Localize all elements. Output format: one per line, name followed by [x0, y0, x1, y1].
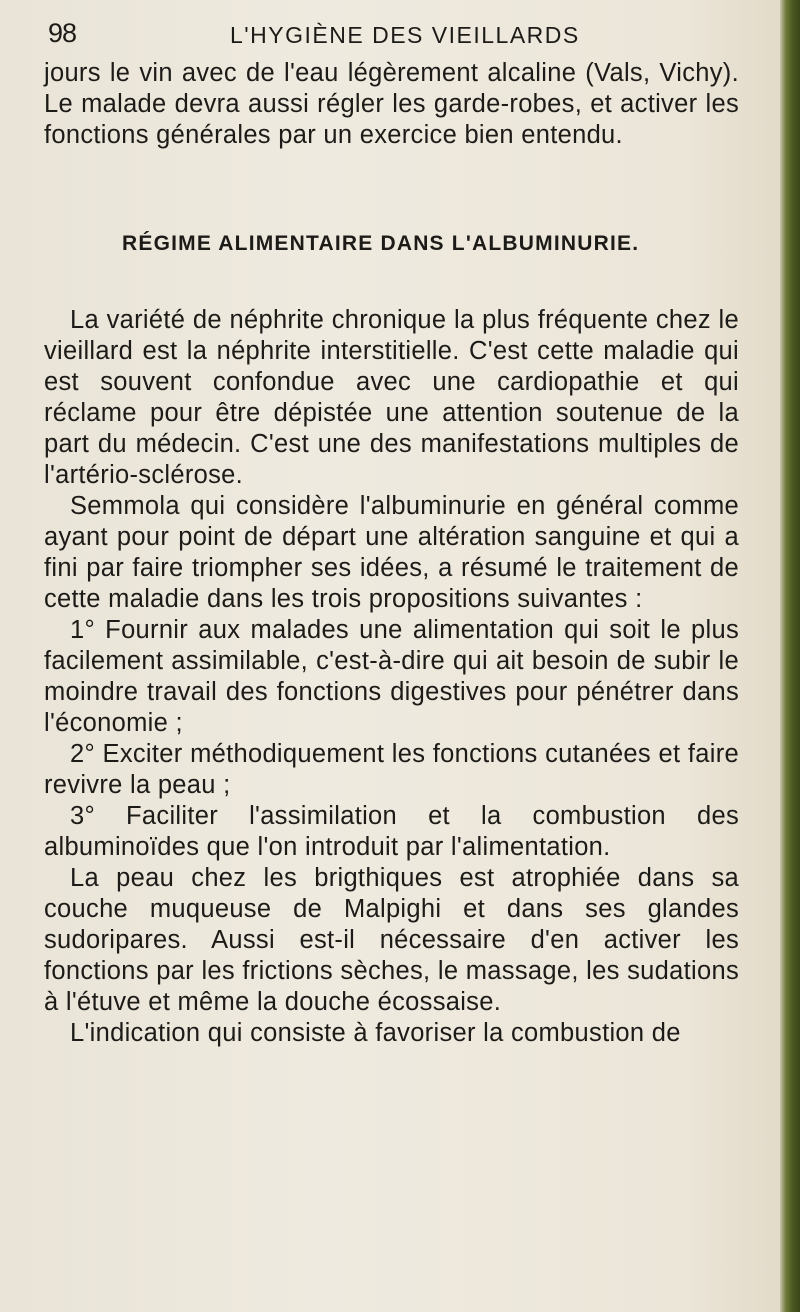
paragraph-semmola: Semmola qui considère l'albuminurie en général comme ayant pour point de départ une altération sanguine et qui a fini par faire triompher ses idées, a résumé le traitement de cette maladie dans les trois propositions suivantes : [44, 492, 739, 613]
section-title: RÉGIME ALIMENTAIRE DANS L'ALBUMINURIE. [122, 232, 640, 255]
running-title: L'HYGIÈNE DES VIEILLARDS [230, 22, 580, 48]
page-edge-binding [780, 0, 800, 1312]
page-header [48, 18, 738, 58]
body-text [44, 58, 739, 1049]
page-number: 98 [48, 18, 77, 48]
intro-paragraph: jours le vin avec de l'eau légèrement alcaline (Vals, Vichy). Le malade devra aussi régler les garde-robes, et activer les fonctions générales par un exercice bien entendu. [44, 59, 739, 149]
paragraph-indication: L'indication qui consiste à favoriser la combustion de [70, 1019, 681, 1047]
paragraph-peau: La peau chez les brigthiques est atrophiée dans sa couche muqueuse de Malpighi et dans ses glandes sudoripares. Aussi est-il nécessaire d'en activer les fonctions par les frictions sèches, le massage, les sudations à l'étuve et même la douche écossaise. [44, 864, 739, 1016]
paragraph-nephrite: La variété de néphrite chronique la plus fréquente chez le vieillard est la néphrite interstitielle. C'est cette maladie qui est souvent confondue avec une cardiopathie et qui réclame pour être dépistée une attention soutenue de la part du médecin. C'est une des manifestations multiples de l'artério-sclérose. [44, 306, 739, 489]
proposition-3: 3° Faciliter l'assimilation et la combustion des albuminoïdes que l'on introduit par l'alimentation. [44, 802, 739, 861]
proposition-1: 1° Fournir aux malades une alimentation qui soit le plus facilement assimilable, c'est-à-dire qui ait besoin de subir le moindre travail des fonctions digestives pour pénétrer dans l'économie ; [44, 616, 739, 737]
proposition-2: 2° Exciter méthodiquement les fonctions cutanées et faire revivre la peau ; [44, 740, 739, 799]
